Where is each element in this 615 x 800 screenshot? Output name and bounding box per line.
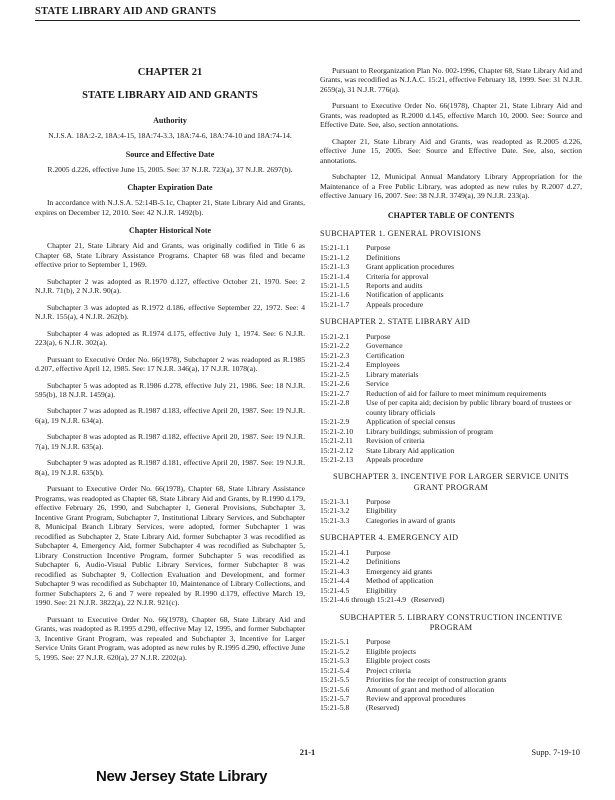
subchapter-heading: SUBCHAPTER 5. LIBRARY CONSTRUCTION INCENTIVE PROGRAM — [339, 612, 563, 632]
toc-entry — [320, 497, 582, 506]
section-number: 15:21-2.5 — [320, 369, 350, 379]
toc-entry — [320, 398, 582, 417]
expiration-heading: Chapter Expiration Date — [127, 183, 213, 193]
toc-entry — [320, 656, 582, 665]
toc-entry — [320, 506, 582, 515]
toc-entry — [320, 703, 582, 712]
toc-entry — [320, 436, 582, 445]
section-number: 15:21-1.6 — [320, 290, 350, 300]
toc-entry — [320, 595, 582, 604]
section-number: 15:21-4.6 through 15:21-4.9 — [320, 595, 407, 605]
history-paragraph: Subchapter 4 was adopted as R.1974 d.175, effective July 1, 1974. See: 6 N.J.R. 223(a), 6 N.J.R. 302(a). — [35, 328, 305, 348]
toc-entry — [320, 567, 582, 576]
toc-entry — [320, 427, 582, 436]
authority-text: N.J.S.A. 18A:2-2, 18A:4-15, 18A:74-3.3, 18A:74-6, 18A:74-10 and 18A:74-14. — [48, 131, 292, 141]
toc-entry — [320, 586, 582, 595]
history-paragraph: Pursuant to Executive Order No. 66(1978), Chapter 21, State Library Aid and Grants, was readopted as R.2000 d.145, effective March 10, 2000. See: Source and Effective Date. See, also, section annotations. — [320, 101, 582, 130]
section-number: 15:21-4.2 — [320, 557, 350, 567]
toc-entry — [320, 694, 582, 703]
right-column — [320, 66, 582, 713]
section-title: Purpose — [366, 496, 391, 506]
history-notes — [35, 241, 305, 662]
section-number: 15:21-4.5 — [320, 585, 350, 595]
toc-entry — [320, 548, 582, 557]
section-number: 15:21-1.3 — [320, 262, 350, 272]
section-title: Notification of applicants — [366, 290, 444, 300]
toc-entry — [320, 516, 582, 525]
section-title: Purpose — [366, 547, 391, 557]
section-number: 15:21-5.3 — [320, 656, 350, 666]
section-number: 15:21-2.11 — [320, 436, 353, 446]
section-title: (Reserved) — [411, 595, 445, 605]
section-number: 15:21-2.3 — [320, 350, 350, 360]
toc-entry — [320, 281, 582, 290]
toc-entry — [320, 351, 582, 360]
section-title: Definitions — [366, 557, 401, 567]
section-number: 15:21-2.2 — [320, 341, 350, 351]
expiration-text: In accordance with N.J.S.A. 52:14B-5.1c, Chapter 21, State Library Aid and Grants, expires on December 12, 2010. See: 42 N.J.R. 1492(b). — [35, 198, 305, 217]
toc-entry — [320, 675, 582, 684]
subchapter-heading: SUBCHAPTER 4. EMERGENCY AID — [320, 533, 459, 543]
section-title: Governance — [366, 341, 403, 351]
history-paragraph: Pursuant to Executive Order No. 66(1978), Chapter 68, State Library Aid and Grants, was readopted as R.1995 d.290, effective May 12, 1995, and former Subchapter 3, Incentive Grant Program, was repealed and Subchapter 3, Incentive for Larger Service Units Grant Program, was adopted as new rules by R.1995 d.290, effective June 5, 1995. See: 27 N.J.R. 620(a), 27 N.J.R. 2202(a). — [35, 614, 305, 662]
source-heading: Source and Effective Date — [125, 149, 215, 159]
toc-entry — [320, 300, 582, 309]
history-paragraph: Pursuant to Executive Order No. 66(1978), Chapter 68, State Library Assistance Programs, was readopted as Chapter 68, State Library Aid and Grants, by R.1990 d.179, effective February 26, 1990, and Subchapter 1, General Provisions, Subchapter 3, Incentive Grant Program, Subchapter 7, Institutional Library Services, and Subchapter 8, Municipal Branch Library Services, were adopted, former Subchapter 1 was recodified as Subchapter 2, State Library Aid, former Subchapter 3 was recodified as Subchapter 4, Emergency Aid, former Subchapter 4 was recodified as Subchapter 5, Library Construction Incentive Program, former Subchapter 5 was recodified as Subchapter 6, Audio-Visual Public Library Services, former Subchapter 8 was recodified as Subchapter 9, Collection Evaluation and Development, and former Subchapter 9 was recodified as Subchapter 10, Maintenance of Library Collections, and former Subchapters 2, 6 and 7 were repealed by R.1990 d.179, effective March 19, 1990. See: 21 N.J.R. 3822(a), 22 N.J.R. 921(c). — [35, 484, 305, 608]
toc-entry — [320, 360, 582, 369]
section-number: 15:21-5.7 — [320, 694, 350, 703]
section-title: Library buildings; submission of program — [366, 426, 493, 436]
history-continued — [320, 66, 582, 201]
toc-entry — [320, 290, 582, 299]
toc-title: CHAPTER TABLE OF CONTENTS — [387, 210, 515, 220]
section-number: 15:21-4.4 — [320, 576, 350, 586]
section-number: 15:21-3.3 — [320, 515, 350, 525]
running-head: STATE LIBRARY AID AND GRANTS — [35, 6, 580, 21]
subchapter-heading: SUBCHAPTER 1. GENERAL PROVISIONS — [320, 228, 482, 238]
history-paragraph: Subchapter 3 was adopted as R.1972 d.186, effective September 22, 1972. See: 4 N.J.R. 155(a), 4 N.J.R. 262(b). — [35, 302, 305, 322]
section-number: 15:21-2.7 — [320, 388, 350, 398]
section-number: 15:21-2.1 — [320, 331, 350, 341]
history-paragraph: Pursuant to Executive Order No. 66(1978), Subchapter 2 was readopted as R.1985 d.207, effective April 12, 1985. See: 17 N.J.R. 346(a), 17 N.J.R. 1078(a). — [35, 354, 305, 374]
authority-heading: Authority — [153, 116, 187, 126]
section-title: Service — [366, 379, 389, 389]
section-title: Amount of grant and method of allocation — [366, 684, 495, 694]
section-title: Purpose — [366, 243, 391, 253]
toc-entry — [320, 576, 582, 585]
section-title: Definitions — [366, 252, 401, 262]
toc-entry — [320, 455, 582, 464]
section-title: Use of per capita aid; decision by public library board of trustees or county library officials — [366, 398, 572, 417]
history-paragraph: Subchapter 7 was adopted as R.1987 d.183, effective April 20, 1987. See: 19 N.J.R. 6(a), 19 N.J.R. 634(a). — [35, 406, 305, 425]
section-number: 15:21-2.8 — [320, 398, 350, 408]
history-paragraph: Subchapter 5 was adopted as R.1986 d.278, effective July 21, 1986. See: 18 N.J.R. 595(b), 18 N.J.R. 1459(a). — [35, 380, 305, 399]
section-title: Project criteria — [366, 665, 411, 675]
toc-entry — [320, 389, 582, 398]
section-title: Eligibility — [366, 506, 397, 516]
section-title: Method of application — [366, 576, 434, 586]
section-title: Eligibility — [366, 585, 397, 595]
section-number: 15:21-2.12 — [320, 445, 354, 455]
section-number: 15:21-2.4 — [320, 360, 350, 370]
toc-entry — [320, 379, 582, 388]
history-heading: Chapter Historical Note — [128, 226, 212, 236]
toc-entry — [320, 557, 582, 566]
toc-entry — [320, 685, 582, 694]
section-number: 15:21-2.10 — [320, 426, 354, 436]
section-title: State Library Aid application — [366, 445, 455, 455]
source-text: R.2005 d.226, effective June 15, 2005. See: 37 N.J.R. 723(a), 37 N.J.R. 2697(b). — [47, 164, 293, 174]
section-title: Eligible projects — [366, 646, 416, 656]
toc-entry — [320, 332, 582, 341]
section-title: Review and approval procedures — [366, 694, 466, 703]
section-number: 15:21-1.7 — [320, 299, 350, 309]
section-number: 15:21-3.2 — [320, 506, 350, 516]
section-number: 15:21-2.6 — [320, 379, 350, 389]
section-title: Purpose — [366, 331, 391, 341]
toc-entry — [320, 446, 582, 455]
section-title: Revision of criteria — [366, 436, 425, 446]
section-number: 15:21-5.1 — [320, 637, 350, 647]
section-title: Eligible project costs — [366, 656, 431, 666]
section-title: Priorities for the receipt of construction grants — [366, 675, 507, 685]
section-number: 15:21-4.3 — [320, 566, 350, 576]
section-title: Emergency aid grants — [366, 566, 433, 576]
toc-entry — [320, 243, 582, 252]
table-of-contents — [320, 229, 582, 713]
chapter-number: CHAPTER 21 — [137, 67, 203, 78]
history-paragraph: Pursuant to Reorganization Plan No. 002-1996, Chapter 68, State Library Aid and Grants, was recodified as N.J.A.C. 15:21, effective February 18, 1999. See: 31 N.J.R. 2659(a), 31 N.J.R. 776(a). — [320, 66, 582, 94]
section-title: Appeals procedure — [366, 455, 424, 464]
toc-entry — [320, 253, 582, 262]
page-number: 21-1 — [299, 747, 316, 757]
toc-entry — [320, 647, 582, 656]
toc-entry — [320, 666, 582, 675]
history-paragraph: Subchapter 8 was adopted as R.1987 d.182, effective April 20, 1987. See: 19 N.J.R. 7(a), 19 N.J.R. 635(a). — [35, 432, 305, 451]
section-number: 15:21-1.4 — [320, 271, 350, 281]
history-paragraph: Subchapter 12, Municipal Annual Mandatory Library Appropriation for the Maintenance of a Free Public Library, was adopted as new rules by R.2007 d.27, effective January 16, 2007. See: 38 N.J.R. 3749(a), 39 N.J.R. 233(a). — [320, 172, 582, 201]
section-number: 15:21-5.8 — [320, 703, 350, 713]
section-title: Application of special census — [366, 417, 456, 427]
section-title: Appeals procedure — [366, 299, 424, 309]
chapter-title: STATE LIBRARY AID AND GRANTS — [82, 90, 258, 102]
toc-entry — [320, 262, 582, 271]
section-number: 15:21-5.6 — [320, 684, 350, 694]
section-number: 15:21-3.1 — [320, 496, 350, 506]
section-title: Criteria for approval — [366, 271, 429, 281]
library-watermark: New Jersey State Library — [96, 768, 268, 785]
section-number: 15:21-4.1 — [320, 547, 350, 557]
history-paragraph: Chapter 21, State Library Aid and Grants, was originally codified in Title 6 as Chapter 68, State Library Assistance Programs. Chapter 68 was filed and became effective prior to September 1, 1969. — [35, 241, 305, 270]
history-paragraph: Subchapter 2 was adopted as R.1970 d.127, effective October 21, 1970. See: 2 N.J.R. 71(b), 2 N.J.R. 90(a). — [35, 276, 305, 296]
section-number: 15:21-5.5 — [320, 675, 350, 685]
toc-entry — [320, 370, 582, 379]
section-title: Categories in award of grants — [366, 515, 456, 525]
toc-entry — [320, 341, 582, 350]
history-paragraph: Subchapter 9 was adopted as R.1987 d.181, effective April 20, 1987. See: 19 N.J.R. 8(a), 19 N.J.R. 635(b). — [35, 458, 305, 477]
subchapter-heading: SUBCHAPTER 2. STATE LIBRARY AID — [320, 317, 471, 327]
section-number: 15:21-1.1 — [320, 243, 350, 253]
toc-entry — [320, 272, 582, 281]
section-title: Certification — [366, 350, 405, 360]
section-title: Grant application procedures — [366, 262, 455, 272]
toc-entry — [320, 637, 582, 646]
section-title: Purpose — [366, 637, 391, 647]
supplement-date: Supp. 7-19-10 — [531, 747, 580, 757]
toc-entry — [320, 417, 582, 426]
section-number: 15:21-1.2 — [320, 252, 350, 262]
section-title: Employees — [366, 360, 400, 370]
subchapter-heading: SUBCHAPTER 3. INCENTIVE FOR LARGER SERVICE UNITS GRANT PROGRAM — [333, 472, 569, 492]
section-title: Reports and audits — [366, 281, 423, 290]
section-number: 15:21-1.5 — [320, 281, 350, 290]
section-number: 15:21-2.9 — [320, 417, 350, 427]
section-title: Reduction of aid for failure to meet minimum requirements — [366, 388, 547, 398]
section-number: 15:21-2.13 — [320, 455, 354, 464]
section-title: Library materials — [366, 369, 419, 379]
history-paragraph: Chapter 21, State Library Aid and Grants, was readopted as R.2005 d.226, effective June 15, 2005. See: Source and Effective Date. See, also, section annotations. — [320, 136, 582, 165]
left-column — [35, 66, 305, 669]
section-number: 15:21-5.2 — [320, 646, 350, 656]
section-title: (Reserved) — [366, 703, 400, 713]
section-number: 15:21-5.4 — [320, 665, 350, 675]
